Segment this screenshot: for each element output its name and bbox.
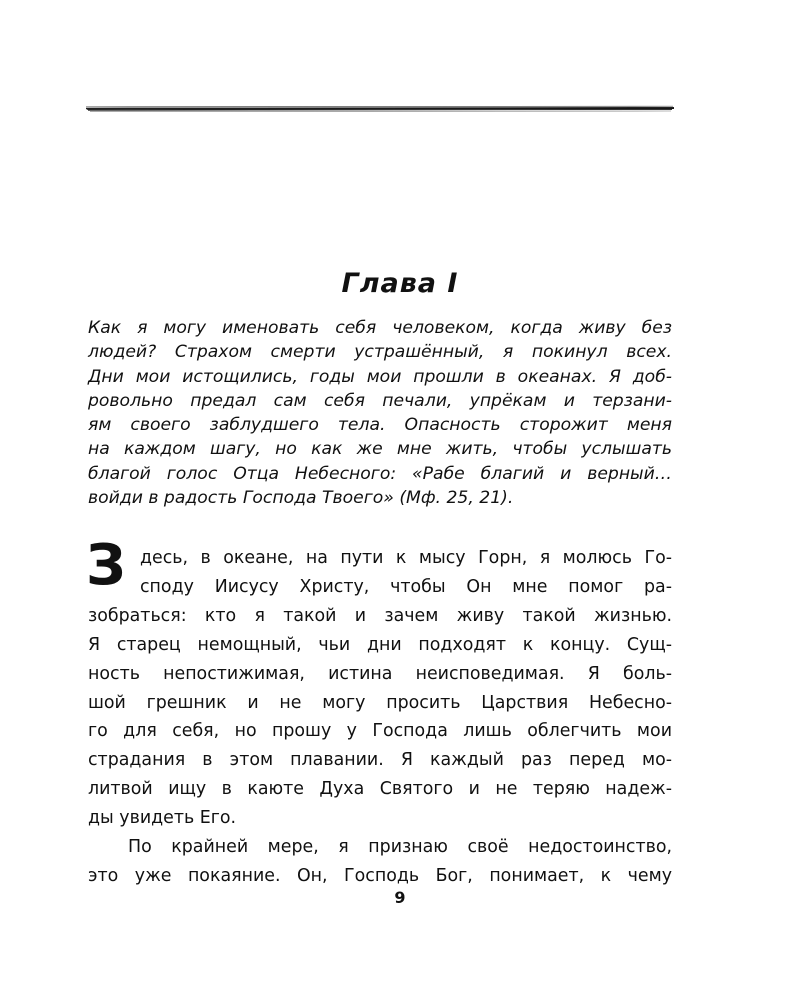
page-number: 9: [394, 888, 406, 907]
paragraph-1-line: ды увидеть Его.: [88, 808, 237, 829]
epigraph-line: благой голос Отца Небесного: «Рабе благий и верный…: [88, 463, 672, 484]
drop-cap-letter: З: [86, 533, 126, 598]
paragraph-2-line: это уже покаяние. Он, Господь Бог, понимает, к чему: [88, 865, 672, 886]
body-text: [88, 544, 672, 891]
paragraph-1-line: страдания в этом плавании. Я каждый раз перед мо-: [88, 750, 672, 771]
paragraph-1-line: литвой ищу в каюте Духа Святого и не теряю надеж-: [88, 779, 672, 800]
epigraph-line: войди в радость Господа Твоего» (Мф. 25, 21).: [88, 488, 514, 509]
chapter-epigraph: [88, 316, 672, 510]
epigraph-line: Как я могу именовать себя человеком, когда живу без: [88, 318, 672, 338]
epigraph-line: на каждом шагу, но как же мне жить, чтобы услышать: [88, 439, 672, 460]
paragraph-1-line: зобраться: кто я такой и зачем живу такой жизнью.: [88, 605, 672, 626]
paragraph-1-line: го для себя, но прошу у Господа лишь облегчить мои: [88, 721, 672, 742]
epigraph-line: ям своего заблудшего тела. Опасность сторожит меня: [88, 415, 672, 436]
paragraph-1-line: десь, в океане, на пути к мысу Горн, я молюсь Го-: [140, 548, 672, 568]
paragraph-1-line: Я старец немощный, чьи дни подходят к концу. Сущ-: [88, 634, 672, 655]
epigraph-line: ровольно предал сам себя печали, упрёкам и терзани-: [88, 390, 672, 411]
epigraph-line: людей? Страхом смерти устрашённый, я покинул всех.: [88, 342, 672, 363]
paragraph-1-line: ность непостижимая, истина неисповедимая. Я боль-: [88, 663, 672, 684]
chapter-title: Глава I: [341, 268, 459, 299]
paragraph-1-line: споду Иисусу Христу, чтобы Он мне помог ра-: [140, 576, 672, 597]
decorative-top-rule: [86, 102, 674, 116]
paragraph-1-line: шой грешник и не могу просить Царствия Небесно-: [88, 692, 672, 713]
paragraph-2-line: По крайней мере, я признаю своё недостоинство,: [128, 837, 672, 858]
epigraph-line: Дни мои истощились, годы мои прошли в океанах. Я доб-: [88, 366, 672, 387]
